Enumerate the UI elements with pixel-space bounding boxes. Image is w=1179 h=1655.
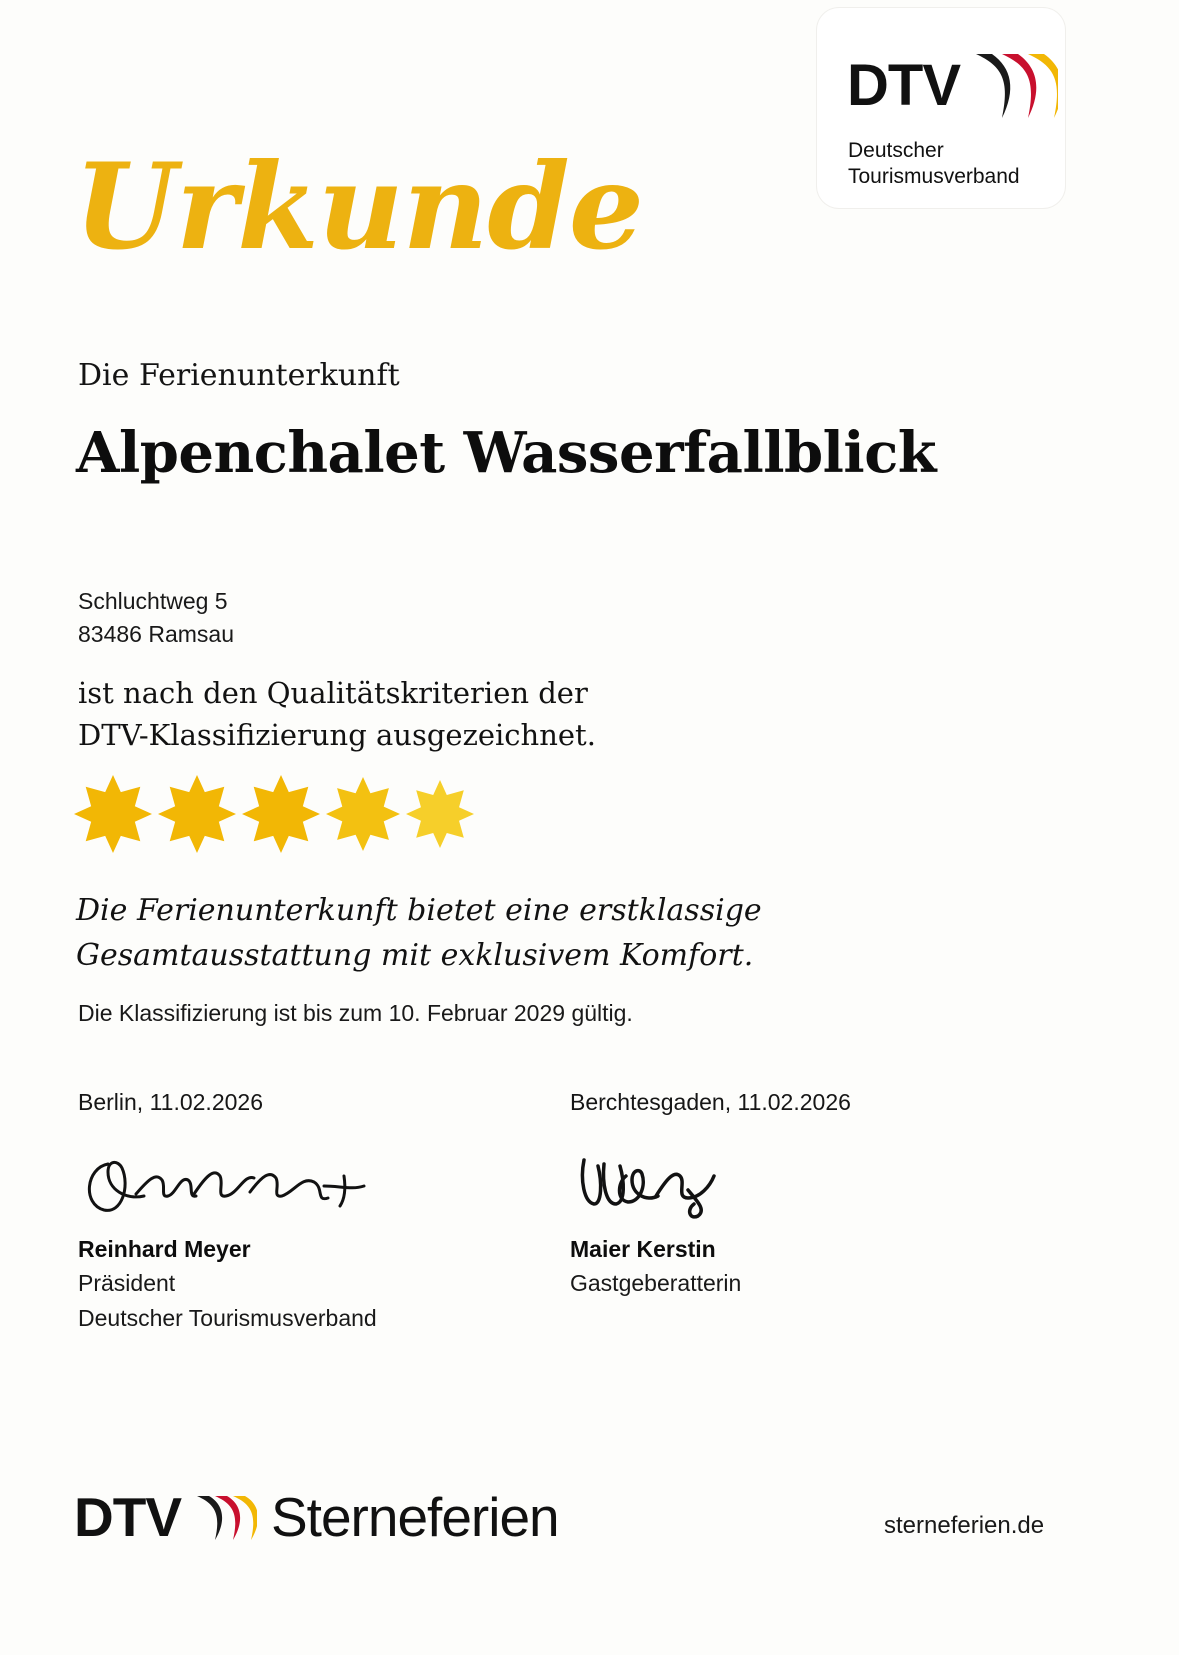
quality-claim-line2: Gesamtausstattung mit exklusivem Komfort. <box>76 938 754 973</box>
star-icon <box>326 777 400 851</box>
property-name: Alpenchalet Wasserfallblick <box>76 420 937 486</box>
signature-place-date-left: Berlin, 11.02.2026 <box>78 1089 263 1115</box>
star-icon <box>158 775 236 853</box>
dtv-chevrons-icon <box>972 50 1058 122</box>
signature-org-left: Deutscher Tourismusverband <box>78 1304 377 1331</box>
signature-name-right: Maier Kerstin <box>570 1235 716 1262</box>
page-title: Urkunde <box>74 137 643 276</box>
star-rating <box>74 775 474 853</box>
signature-role-left: Präsident <box>78 1270 176 1296</box>
signature-role-right: Gastgeberatterin <box>570 1270 742 1296</box>
award-statement-line1: ist nach den Qualitätskriterien der <box>78 676 588 710</box>
dtv-badge-subtitle <box>848 138 1020 191</box>
quality-claim-line1: Die Ferienunterkunft bietet eine erstklassige <box>76 893 762 928</box>
signature-mark-left <box>78 1146 377 1232</box>
footer-brand-word: Sterneferien <box>271 1486 559 1548</box>
footer-brand-logo <box>74 1486 559 1548</box>
dtv-badge-acronym: DTV <box>847 53 960 118</box>
signature-block-president <box>78 1085 377 1335</box>
award-statement <box>78 672 596 756</box>
signature-name-left: Reinhard Meyer <box>78 1235 251 1262</box>
footer-url[interactable]: sterneferien.de <box>884 1512 1045 1539</box>
signature-mark-right <box>570 1146 851 1232</box>
footer-brand-acronym: DTV <box>74 1486 181 1548</box>
award-statement-line2: DTV-Klassifizierung ausgezeichnet. <box>78 718 596 753</box>
dtv-badge-header <box>847 50 1058 122</box>
star-icon <box>74 775 152 853</box>
footer-chevrons-icon <box>195 1492 257 1544</box>
signature-block-host <box>570 1085 851 1301</box>
dtv-badge <box>817 8 1065 208</box>
address-city: 83486 Ramsau <box>78 621 234 648</box>
validity-text: Die Klassifizierung ist bis zum 10. Februar 2029 gültig. <box>78 1000 633 1026</box>
address-street: Schluchtweg 5 <box>78 588 228 614</box>
signature-place-date-right: Berchtesgaden, 11.02.2026 <box>570 1089 851 1115</box>
dtv-badge-subtitle-line1: Deutscher <box>848 139 944 162</box>
lead-text: Die Ferienunterkunft <box>78 358 400 393</box>
address-block <box>78 585 234 652</box>
quality-claim <box>76 888 762 978</box>
star-icon <box>242 775 320 853</box>
dtv-badge-subtitle-line2: Tourismusverband <box>848 165 1020 189</box>
star-icon <box>406 780 474 848</box>
